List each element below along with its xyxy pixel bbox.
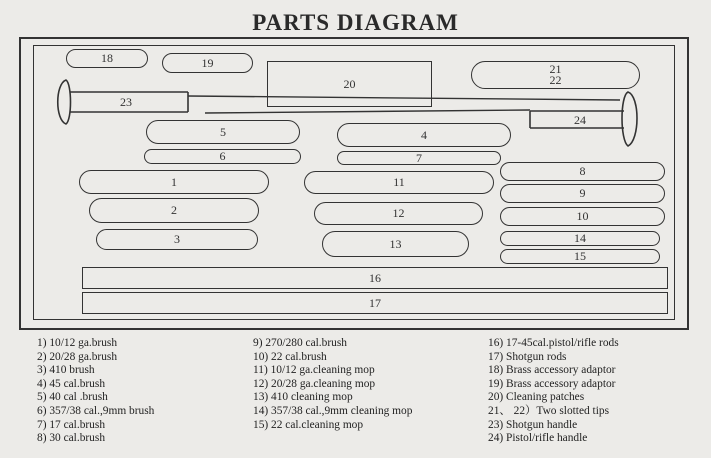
legend-item: 14) 357/38 cal.,9mm cleaning mop xyxy=(253,404,413,417)
legend-item: 23) Shotgun handle xyxy=(488,418,578,431)
diagram-title: PARTS DIAGRAM xyxy=(252,10,459,35)
part-7: 7 xyxy=(337,151,501,165)
legend-item: 18) Brass accessory adaptor xyxy=(488,364,616,377)
part-6: 6 xyxy=(144,149,301,164)
legend-item: 11) 10/12 ga.cleaning mop xyxy=(253,364,375,377)
legend-item: 21、 22）Two slotted tips xyxy=(488,404,610,417)
part-23-label: 23 xyxy=(120,95,132,109)
part-3: 3 xyxy=(96,229,258,250)
part-11: 11 xyxy=(304,171,494,194)
legend-item: 2) 20/28 ga.brush xyxy=(37,350,118,363)
legend-column-1 xyxy=(37,337,154,446)
legend-item: 7) 17 cal.brush xyxy=(37,418,106,431)
legend-item: 19) Brass accessory adaptor xyxy=(488,377,616,390)
part-12: 12 xyxy=(314,202,483,225)
legend-item: 6) 357/38 cal.,9mm brush xyxy=(37,404,155,417)
part-5: 5 xyxy=(146,120,300,144)
legend-item: 24) Pistol/rifle handle xyxy=(488,432,588,445)
part-15: 15 xyxy=(500,249,660,264)
legend-item: 3) 410 brush xyxy=(37,364,95,377)
part-10: 10 xyxy=(500,207,665,226)
legend-column-3 xyxy=(488,337,619,446)
legend-item: 12) 20/28 ga.cleaning mop xyxy=(253,377,376,390)
part-8: 8 xyxy=(500,162,665,181)
legend-item: 5) 40 cal .brush xyxy=(37,391,108,404)
part-17: 17 xyxy=(82,292,668,314)
part-19: 19 xyxy=(162,53,253,73)
legend-item: 15) 22 cal.cleaning mop xyxy=(253,418,364,431)
part-21-22: 21 22 xyxy=(471,61,640,89)
part-4: 4 xyxy=(337,123,511,147)
part-13: 13 xyxy=(322,231,469,257)
part-9: 9 xyxy=(500,184,665,203)
legend-item: 16) 17-45cal.pistol/rifle rods xyxy=(488,337,619,349)
legend-item: 8) 30 cal.brush xyxy=(37,432,106,445)
legend-item: 1) 10/12 ga.brush xyxy=(37,337,118,349)
legend-item: 17) Shotgun rods xyxy=(488,350,567,363)
legend-item: 4) 45 cal.brush xyxy=(37,377,106,390)
part-16: 16 xyxy=(82,267,668,289)
legend-item: 13) 410 cleaning mop xyxy=(253,391,353,404)
part-24-label: 24 xyxy=(574,113,586,127)
part-2: 2 xyxy=(89,198,259,223)
legend-item: 20) Cleaning patches xyxy=(488,391,585,404)
legend-item: 9) 270/280 cal.brush xyxy=(253,337,347,349)
legend-column-2 xyxy=(253,337,412,432)
part-14: 14 xyxy=(500,231,660,246)
legend-item: 10) 22 cal.brush xyxy=(253,350,327,363)
part-18: 18 xyxy=(66,49,148,68)
part-1: 1 xyxy=(79,170,269,194)
part-20: 20 xyxy=(267,61,432,107)
